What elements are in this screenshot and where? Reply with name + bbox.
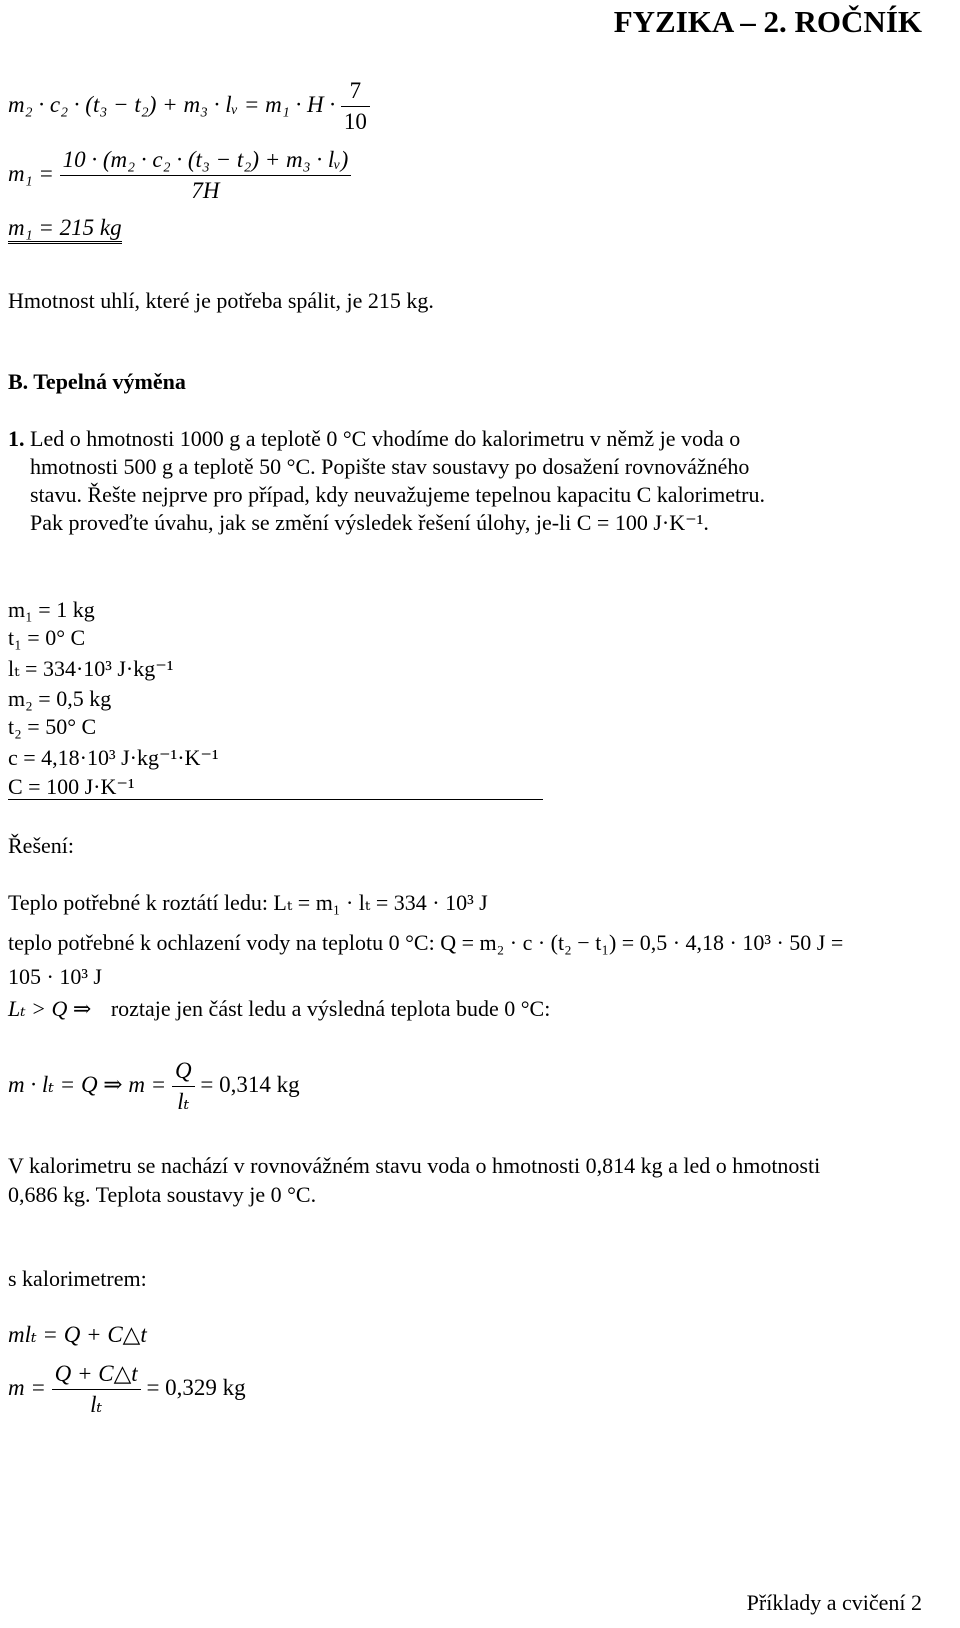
equation-m1-lhs: m₁ = — [8, 161, 54, 187]
solution-line-4 — [8, 996, 550, 1021]
calorimeter-result: = 0,329 kg — [146, 1375, 246, 1401]
calorimeter-equation-2 — [8, 1361, 246, 1419]
problem-text-line-2: hmotnosti 500 g a teplotě 50 °C. Popište stav soustavy po dosažení rovnovážného — [30, 454, 750, 479]
m1-denominator: 7H — [191, 178, 220, 204]
page-footer: Příklady a cvičení 2 — [746, 1590, 922, 1615]
comparison-math: Lₜ > Q ⇒ — [8, 996, 92, 1021]
calorimeter-eq-lhs: m = — [8, 1375, 46, 1401]
fraction-numerator: 7 — [341, 78, 370, 107]
calorimeter-denominator: lₜ — [90, 1392, 103, 1418]
result-m1-value: m₁ = 215 kg — [8, 215, 122, 244]
section-heading: B. Tepelná výměna — [8, 369, 186, 394]
given-t2: t₂ = 50° C — [8, 714, 97, 739]
problem-text-line-4: Pak proveďte úvahu, jak se změní výsledek řešení úlohy, je-li C = 100 J·K⁻¹. — [30, 510, 709, 535]
melted-mass-result: = 0,314 kg — [200, 1072, 300, 1098]
page-header-title: FYZIKA – 2. ROČNÍK — [613, 4, 922, 39]
given-capacity: C = 100 J·K⁻¹ — [8, 774, 135, 799]
melted-mass-denominator: lₜ — [177, 1089, 190, 1115]
equation-m1-formula — [8, 147, 351, 205]
conclusion-line-2: 0,686 kg. Teplota soustavy je 0 °C. — [8, 1182, 317, 1207]
result-m1 — [8, 215, 122, 241]
calorimeter-numerator: Q + C△t — [52, 1361, 141, 1390]
given-c: c = 4,18·10³ J·kg⁻¹·K⁻¹ — [8, 745, 219, 770]
solution-line-1: Teplo potřebné k roztátí ledu: Lₜ = m₁ · lₜ = 334 · 10³ J — [8, 890, 488, 915]
given-lt: lₜ = 334·10³ J·kg⁻¹ — [8, 656, 174, 681]
m1-numerator: 10 · (m₂ · c₂ · (t₃ − t₂) + m₃ · lᵥ) — [60, 147, 352, 176]
calorimeter-equation-1: mlₜ = Q + C△t — [8, 1322, 147, 1347]
melted-mass-numerator: Q — [172, 1058, 195, 1087]
solution-line-2: teplo potřebné k ochlazení vody na teplotu 0 °C: Q = m₂ · c · (t₂ − t₁) = 0,5 · 4,18 · 10³ · 50 J = — [8, 930, 844, 955]
solution-line-3: 105 · 10³ J — [8, 964, 102, 989]
given-m2: m₂ = 0,5 kg — [8, 686, 112, 711]
conclusion-line-1: V kalorimetru se nachází v rovnovážném stavu voda o hmotnosti 0,814 kg a led o hmotnosti — [8, 1153, 821, 1178]
melted-mass-lhs: m · lₜ = Q ⇒ m = — [8, 1072, 167, 1098]
problem-text-line-3: stavu. Řešte nejprve pro případ, kdy neuvažujeme tepelnou kapacitu C kalorimetru. — [30, 482, 765, 507]
given-t1: t₁ = 0° C — [8, 625, 86, 650]
equation-melted-mass — [8, 1058, 300, 1116]
solution-heading: Řešení: — [8, 833, 74, 858]
equation-heat-balance-lhs: m₂ · c₂ · (t₃ − t₂) + m₃ · lᵥ = m₁ · H · — [8, 92, 336, 118]
problem-text-line-1: Led o hmotnosti 1000 g a teplotě 0 °C vhodíme do kalorimetru v němž je voda o — [30, 426, 741, 451]
problem-number: 1. — [8, 426, 25, 451]
calorimeter-heading: s kalorimetrem: — [8, 1266, 147, 1291]
answer-coal-mass: Hmotnost uhlí, které je potřeba spálit, je 215 kg. — [8, 288, 434, 313]
equation-heat-balance — [8, 78, 370, 136]
fraction-denominator: 10 — [343, 109, 367, 135]
givens-separator-line — [8, 799, 543, 800]
given-m1: m₁ = 1 kg — [8, 597, 95, 622]
comparison-text: roztaje jen část ledu a výsledná teplota bude 0 °C: — [110, 996, 551, 1021]
